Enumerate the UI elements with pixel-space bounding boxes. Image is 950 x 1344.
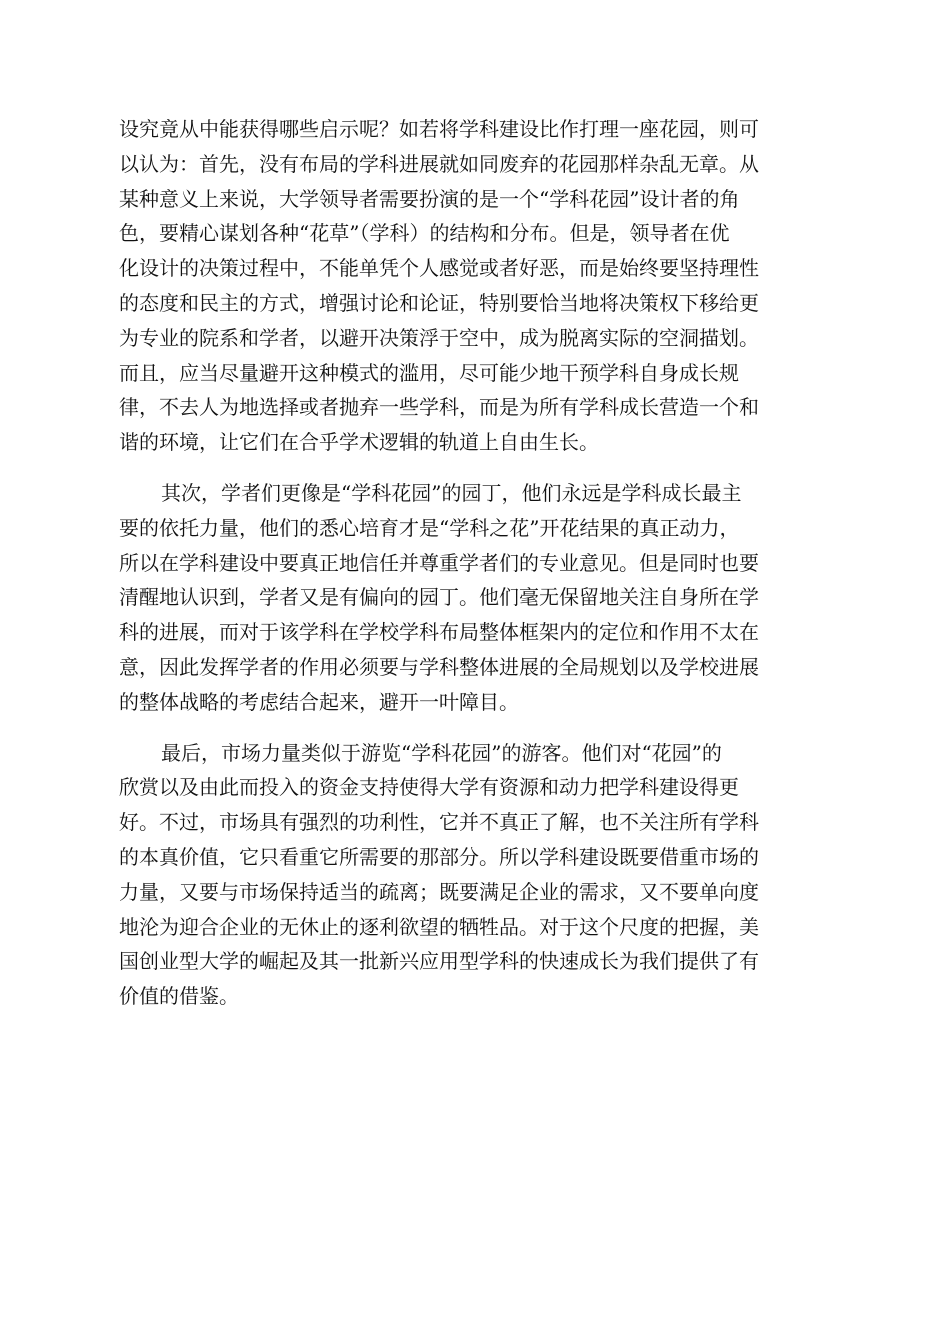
paragraph-2 xyxy=(119,476,834,720)
text-line: 的态度和民主的方式，增强讨论和论证，特别要恰当地将决策权下移给更 xyxy=(119,290,759,315)
text-line: 欣赏以及由此而投入的资金支持使得大学有资源和动力把学科建设得更 xyxy=(119,775,739,800)
text-line: 某种意义上来说，大学领导者需要扮演的是一个“学科花园”设计者的角 xyxy=(119,186,740,211)
text-line: 律，不去人为地选择或者抛弃一些学科，而是为所有学科成长营造一个和 xyxy=(119,395,759,420)
text-line: 化设计的决策过程中，不能单凭个人感觉或者好恶，而是始终要坚持理性 xyxy=(119,256,759,281)
text-line: 最后，市场力量类似于游览“学科花园”的游客。他们对“花园”的 xyxy=(161,740,722,765)
paragraph-3 xyxy=(119,736,834,1014)
text-line: 国创业型大学的崛起及其一批新兴应用型学科的快速成长为我们提供了有 xyxy=(119,949,759,974)
text-line: 力量，又要与市场保持适当的疏离；既要满足企业的需求，又不要单向度 xyxy=(119,879,759,904)
text-line: 要的依托力量，他们的悉心培育才是“学科之花”开花结果的真正动力， xyxy=(119,515,740,540)
text-line: 所以在学科建设中要真正地信任并尊重学者们的专业意见。但是同时也要 xyxy=(119,550,759,575)
text-line: 清醒地认识到，学者又是有偏向的园丁。他们毫无保留地关注自身所在学 xyxy=(119,585,759,610)
text-line: 而且，应当尽量避开这种模式的滥用，尽可能少地干预学科自身成长规 xyxy=(119,360,739,385)
text-line: 科的进展，而对于该学科在学校学科布局整体框架内的定位和作用不太在 xyxy=(119,620,759,645)
text-line: 以认为：首先，没有布局的学科进展就如同废弃的花园那样杂乱无章。从 xyxy=(119,151,759,176)
paragraph-1 xyxy=(119,112,834,460)
body-text xyxy=(119,112,834,1030)
text-line: 的整体战略的考虑结合起来，避开一叶障目。 xyxy=(119,689,519,714)
text-line: 好。不过，市场具有强烈的功利性，它并不真正了解，也不关注所有学科 xyxy=(119,810,759,835)
text-line: 意，因此发挥学者的作用必须要与学科整体进展的全局规划以及学校进展 xyxy=(119,654,759,679)
text-line: 设究竟从中能获得哪些启示呢？如若将学科建设比作打理一座花园，则可 xyxy=(119,117,759,141)
text-line: 谐的环境，让它们在合乎学术逻辑的轨道上自由生长。 xyxy=(119,430,599,455)
text-line: 地沦为迎合企业的无休止的逐利欲望的牺牲品。对于这个尺度的把握，美 xyxy=(119,914,759,939)
text-line: 为专业的院系和学者，以避开决策浮于空中，成为脱离实际的空洞描划。 xyxy=(119,325,759,350)
text-line: 价值的借鉴。 xyxy=(119,984,239,1009)
text-line: 的本真价值，它只看重它所需要的那部分。所以学科建设既要借重市场的 xyxy=(119,844,759,869)
text-line: 色，要精心谋划各种“花草”（学科）的结构和分布。但是，领导者在优 xyxy=(119,221,730,246)
text-line: 其次，学者们更像是“学科花园”的园丁，他们永远是学科成长最主 xyxy=(161,480,742,505)
